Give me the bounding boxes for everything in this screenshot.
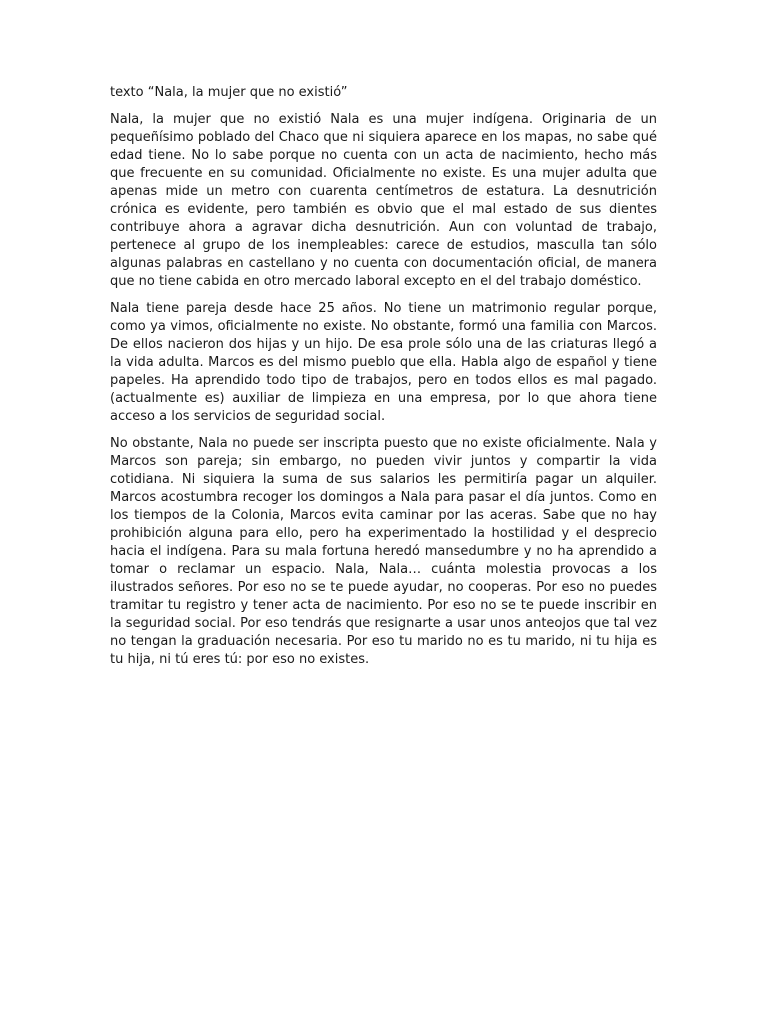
paragraph-1: Nala, la mujer que no existió Nala es una mujer indígena. Originaria de un pequeñísimo poblado del Chaco que ni siquiera aparece en los mapas, no sabe qué edad tiene. No lo sabe porque no cuenta con un acta de nacimiento, hecho más que frecuente en su comunidad. Oficialmente no existe. Es una mujer adulta que apenas mide un metro con cuarenta centímetros de estatura. La desnutrición crónica es evidente, pero también es obvio que el mal estado de sus dientes contribuye ahora a agravar dicha desnutrición. Aun con voluntad de trabajo, pertenece al grupo de los inempleables: carece de estudios, masculla tan sólo algunas palabras en castellano y no cuenta con documentación oficial, de manera que no tiene cabida en otro mercado laboral excepto en el del trabajo doméstico. — [110, 112, 657, 289]
paragraph-3: No obstante, Nala no puede ser inscripta puesto que no existe oficialmente. Nala y Marcos son pareja; sin embargo, no pueden vivir juntos y compartir la vida cotidiana. Ni siquiera la suma de sus salarios les permitiría pagar un alquiler. Marcos acostumbra recoger los domingos a Nala para pasar el día juntos. Como en los tiempos de la Colonia, Marcos evita caminar por las aceras. Sabe que no hay prohibición alguna para ello, pero ha experimentado la hostilidad y el desprecio hacia el indígena. Para su mala fortuna heredó mansedumbre y no ha aprendido a tomar o reclamar un espacio. Nala, Nala… cuánta molestia provocas a los ilustrados señores. Por eso no se te puede ayudar, no cooperas. Por eso no puedes tramitar tu registro y tener acta de nacimiento. Por eso no se te puede inscribir en la seguridad social. Por eso tendrás que resignarte a usar unos anteojos que tal vez no tengan la graduación necesaria. Por eso tu marido no es tu marido, ni tu hija es tu hija, ni tú eres tú: por eso no existes. — [110, 436, 657, 667]
document-title: texto “Nala, la mujer que no existió” — [110, 85, 348, 100]
document-body — [110, 84, 657, 678]
paragraph-2: Nala tiene pareja desde hace 25 años. No tiene un matrimonio regular porque, como ya vimos, oficialmente no existe. No obstante, formó una familia con Marcos. De ellos nacieron dos hijas y un hijo. De esa prole sólo una de las criaturas llegó a la vida adulta. Marcos es del mismo pueblo que ella. Habla algo de español y tiene papeles. Ha aprendido todo tipo de trabajos, pero en todos ellos es mal pagado. (actualmente es) auxiliar de limpieza en una empresa, por lo que ahora tiene acceso a los servicios de seguridad social. — [110, 301, 657, 424]
